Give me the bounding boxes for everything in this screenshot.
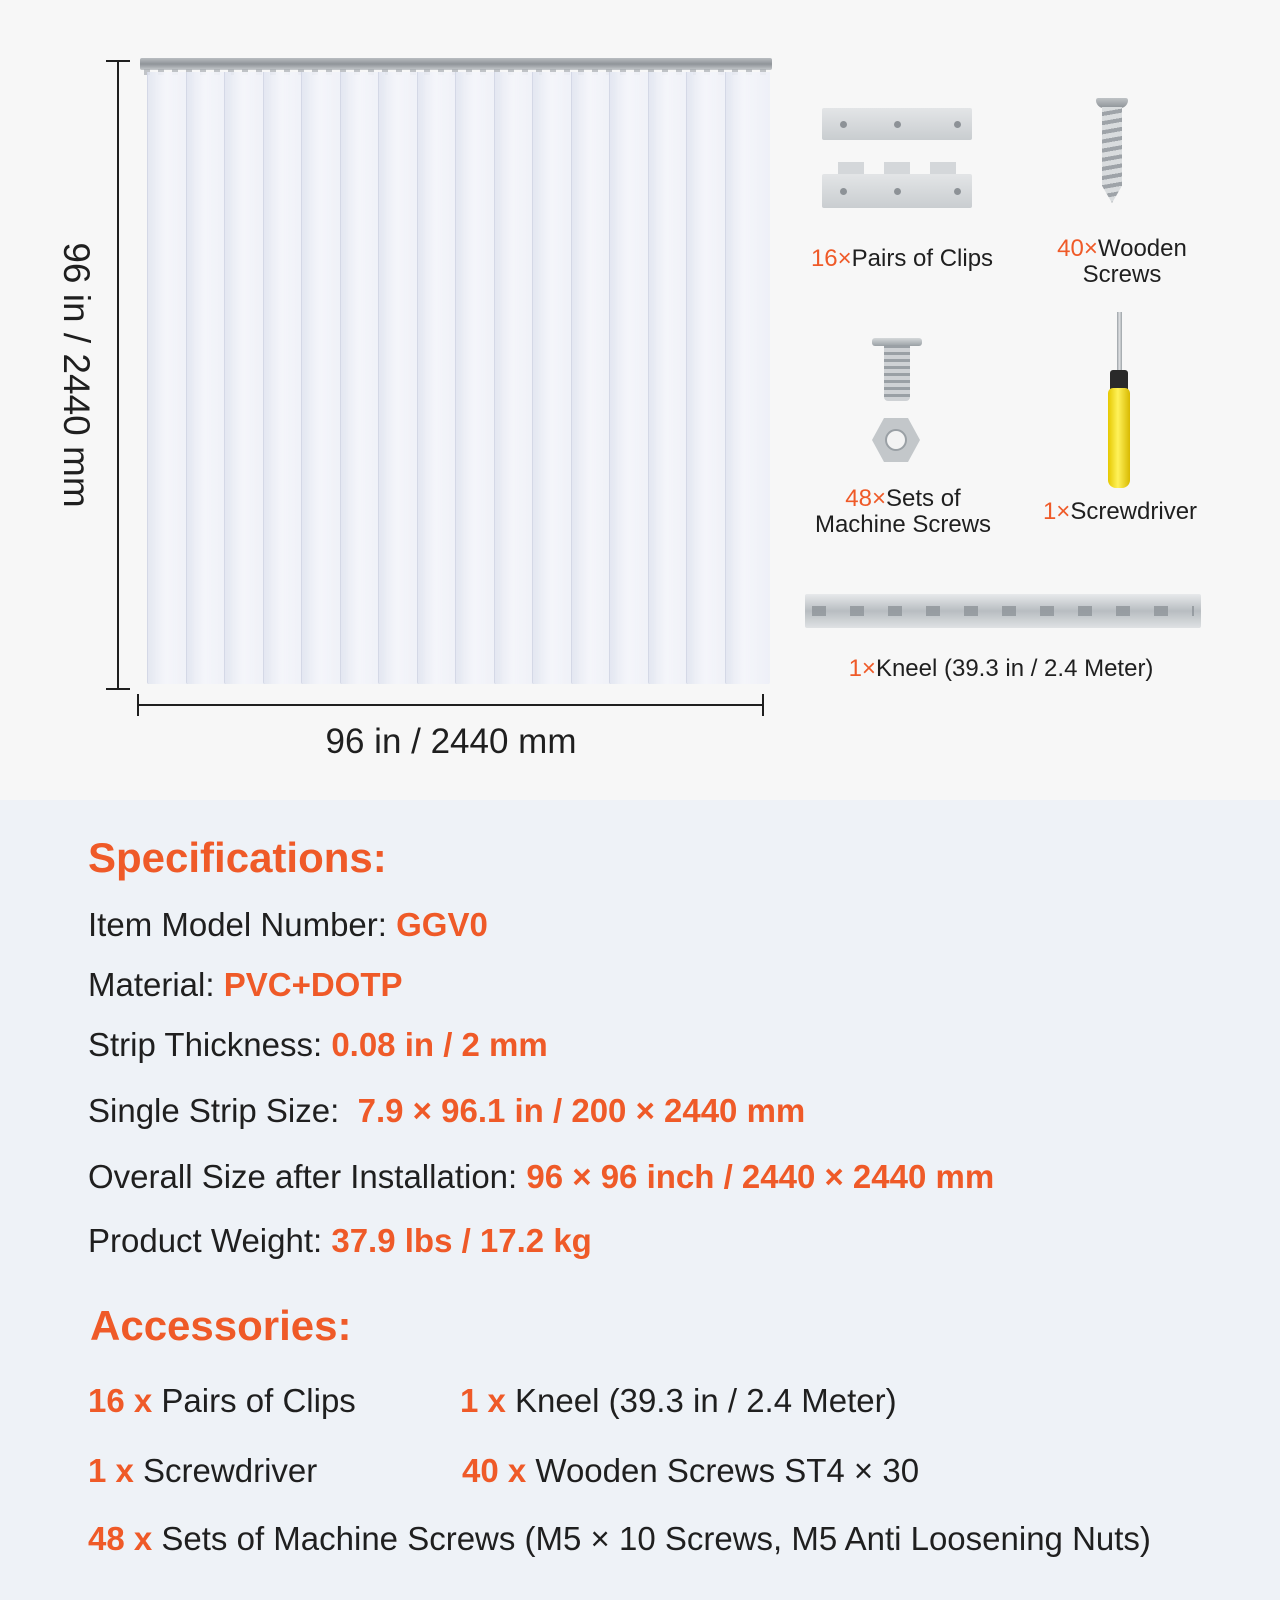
wooden-screws-name-line2: Screws — [1082, 261, 1162, 288]
width-dimension-tick-right — [762, 694, 764, 716]
machine-screws-name: Sets of — [886, 485, 961, 512]
spec-value: 0.08 in / 2 mm — [331, 1026, 548, 1063]
spec-value: GGV0 — [396, 906, 488, 943]
width-dimension-label: 96 in / 2440 mm — [325, 722, 577, 761]
accessory-text: Sets of Machine Screws (M5 × 10 Screws, M5 Anti Loosening Nuts) — [152, 1520, 1151, 1557]
kneel-qty: 1× — [848, 655, 876, 682]
spec-label: Strip Thickness: — [88, 1026, 332, 1063]
clips-label — [811, 246, 993, 272]
strip-curtain-image — [147, 72, 763, 684]
height-dimension-label: 96 in / 2440 mm — [56, 242, 97, 508]
machine-screws-name-line2: Machine Screws — [814, 511, 992, 538]
accessory-qty: 1 x — [88, 1452, 134, 1489]
width-dimension-tick-left — [137, 694, 139, 716]
accessory-qty: 40 x — [462, 1452, 527, 1489]
accessories-heading: Accessories: — [90, 1302, 352, 1349]
kneel-label — [849, 656, 1154, 682]
height-dimension-tick-top — [106, 60, 130, 62]
clips-qty: 16× — [810, 245, 852, 272]
spec-value: 96 × 96 inch / 2440 × 2440 mm — [526, 1158, 995, 1195]
spec-value: PVC+DOTP — [223, 966, 403, 1003]
screwdriver-qty: 1× — [1042, 498, 1071, 525]
accessory-machine-screws — [88, 1520, 1151, 1558]
accessory-wooden-screws — [462, 1452, 919, 1490]
width-dimension-line — [138, 704, 764, 706]
accessory-text: Screwdriver — [133, 1452, 318, 1489]
accessory-kneel — [460, 1382, 897, 1420]
spec-strip-thickness — [88, 1026, 548, 1064]
spec-overall-size — [88, 1158, 994, 1196]
spec-label: Product Weight: — [88, 1222, 332, 1259]
wooden-screws-name: Wooden — [1097, 235, 1187, 262]
machine-screws-label — [815, 486, 991, 538]
accessory-text: Kneel (39.3 in / 2.4 Meter) — [505, 1382, 897, 1419]
height-dimension-tick-bottom — [106, 688, 130, 690]
screwdriver-name: Screwdriver — [1070, 498, 1198, 525]
accessory-qty: 1 x — [460, 1382, 506, 1419]
accessory-clips — [88, 1382, 356, 1420]
spec-material — [88, 966, 403, 1004]
accessory-text: Pairs of Clips — [152, 1382, 356, 1419]
spec-label: Item Model Number: — [88, 906, 397, 943]
spec-label: Overall Size after Installation: — [88, 1158, 527, 1195]
accessory-qty: 16 x — [88, 1382, 153, 1419]
height-dimension-line — [117, 61, 119, 689]
clips-name: Pairs of Clips — [851, 245, 994, 272]
spec-label: Single Strip Size: — [88, 1092, 358, 1129]
wooden-screws-label — [1057, 236, 1187, 288]
spec-value: 7.9 × 96.1 in / 200 × 2440 mm — [357, 1092, 806, 1129]
specifications-heading: Specifications: — [88, 834, 387, 881]
spec-product-weight — [88, 1222, 592, 1260]
spec-model-number — [88, 906, 488, 944]
machine-screws-qty: 48× — [845, 485, 886, 512]
spec-value: 37.9 lbs / 17.2 kg — [331, 1222, 592, 1259]
wooden-screws-qty: 40× — [1057, 235, 1098, 262]
spec-label: Material: — [88, 966, 224, 1003]
screwdriver-label — [1043, 499, 1197, 525]
accessory-qty: 48 x — [88, 1520, 153, 1557]
spec-single-strip-size — [88, 1092, 805, 1130]
curtain-strip — [725, 72, 771, 684]
kneel-name: Kneel (39.3 in / 2.4 Meter) — [875, 655, 1154, 682]
accessory-screwdriver — [88, 1452, 317, 1490]
accessory-text: Wooden Screws ST4 × 30 — [526, 1452, 920, 1489]
